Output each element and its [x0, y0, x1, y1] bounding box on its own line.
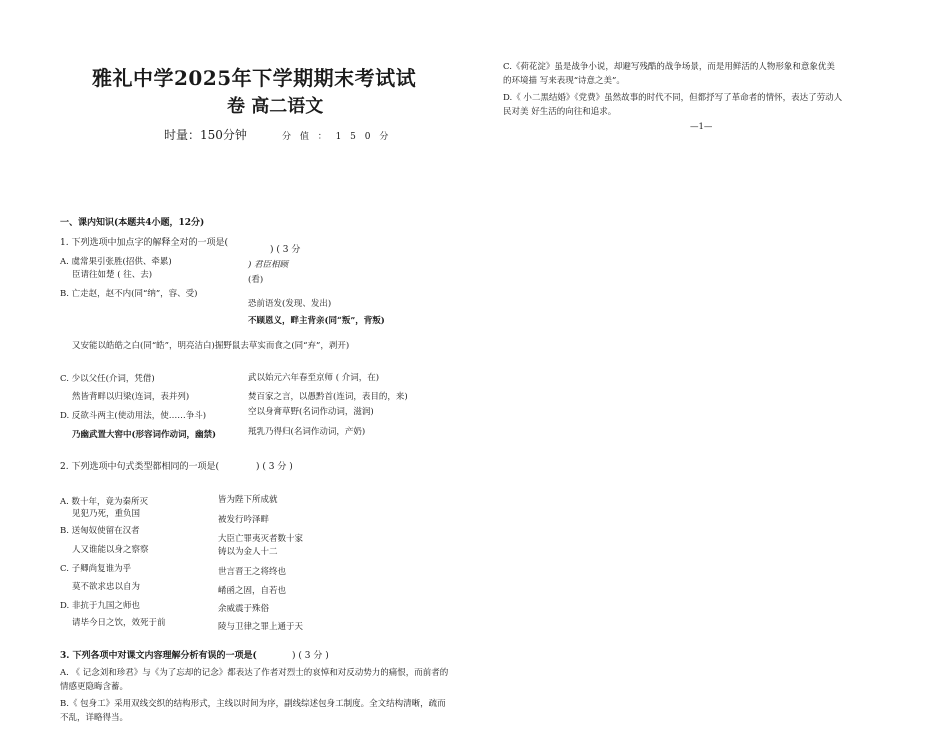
q1-option-b-line3: 又安能以皓皓之白(同“皓”，明亮洁白)掘野鼠去草实而食之(同“弃”，剥开): [72, 341, 350, 351]
q2-stem: 2. 下列选项中句式类型都相同的一项是(: [60, 462, 219, 472]
q2-option-c2: 莫不欲求忠以自为: [72, 582, 141, 592]
q3-stem: 3. 下列各项中对课文内容理解分析有误的一项是(: [60, 651, 257, 661]
q1-option-b-right2: 不顾恩义，畔主背亲(同“叛”，背叛): [248, 316, 385, 326]
q2-option-b1: B. 送匈奴使留在汉者: [60, 526, 140, 536]
q3-option-a: A. 《 记念刘和珍君》与《为了忘却的记念》都表达了作者对烈士的哀悼和对反动势力的痛恨，而前者的情感更隐晦含蓄。: [60, 668, 449, 692]
page-number: —1—: [690, 122, 713, 132]
exam-score: 分 值 ： 1 5 0 分: [282, 132, 392, 142]
q2-option-b4: 铸以为金人十二: [218, 547, 278, 557]
q3-option-b: B.《 包身工》采用双线交织的结构形式，主线以时间为序，副线综述包身工制度。全文结构清晰，疏而不乱，详略得当。: [60, 699, 446, 723]
q2-option-d3: 余威震于殊俗: [218, 604, 270, 614]
q3-option-d: D.《 小二黑结婚》《党费》虽然故事的时代不同，但都抒写了革命者的情怀，表达了劳动人民对美 好生活的向往和追求。: [503, 93, 843, 117]
q1-option-b-left: B. 亡走赵，赵不内(同“纳”，容、受): [60, 289, 198, 299]
q2-option-d4: 陵与卫律之罪上通于天: [218, 622, 304, 632]
q1-option-c-right: 武以始元六年春至京师 ( 介词，在): [248, 373, 380, 383]
q3-points: ) ( 3 分 ): [292, 651, 329, 661]
q3-option-c: C.《荷花淀》虽是战争小说，却避写残酷的战争场景，而是用鲜活的人物形象和意象优美的环境描 写来表现“诗意之美”。: [503, 62, 835, 86]
q1-option-a-left2: 臣请往如楚 ( 往、去): [72, 270, 153, 280]
q2-option-c4: 崤函之固，自若也: [218, 586, 287, 596]
q2-points: ) ( 3 分 ): [256, 462, 293, 472]
exam-title-line1: 雅礼中学2025年下学期期末考试试: [92, 66, 417, 90]
q1-option-a-left1: A. 虞常果引张胜(招供、牵累): [60, 257, 172, 267]
q2-option-a2: 见犯乃死，重负国: [72, 509, 141, 519]
q1-option-a-right2: (看): [248, 275, 264, 285]
q1-stem: 1. 下列选项中加点字的解释全对的一项是(: [60, 238, 228, 248]
q1-option-b-right1: 恐前语发(发现、发出): [248, 299, 332, 309]
q1-option-d-right2: 羝乳乃得归(名词作动词，产奶): [248, 427, 366, 437]
q2-option-d2: 请毕今日之饮，效死于前: [72, 618, 166, 628]
q1-option-d-left1: D. 反欲斗两主(使动用法，使……争斗): [60, 411, 207, 421]
q1-option-c-right2: 焚百家之言，以愚黔首(连词，表目的，来): [248, 392, 408, 402]
q1-option-d-right1: 空以身膏草野(名词作动词，滋润): [248, 407, 374, 417]
q1-points: ) ( 3 分: [270, 245, 301, 255]
q1-option-c-left2: 然皆背畔以归梁(连词，表并列): [72, 392, 190, 402]
exam-title-line2: 卷 高二语文: [227, 96, 324, 117]
exam-time: 时量：150分钟: [164, 128, 247, 142]
q1-option-d-left2: 乃幽武置大窖中(形容词作动词，幽禁): [72, 430, 217, 440]
q2-option-a1: A. 数十年，竟为秦所灭: [60, 497, 149, 507]
q1-option-a-right1: ) 君臣相顾: [248, 260, 289, 270]
q2-option-b2: 人又谁能以身之察察: [72, 545, 149, 555]
section-heading: 一、课内知识(本题共4小题，12分): [60, 218, 205, 228]
q2-option-c3: 世言晋王之将终也: [218, 567, 287, 577]
q2-option-b3: 大臣亡罪夷灭者数十家: [218, 534, 304, 544]
q2-option-c1: C. 子卿尚复谁为乎: [60, 564, 132, 574]
q2-option-d1: D. 非抗于九国之师也: [60, 601, 140, 611]
q2-option-a4: 被发行吟泽畔: [218, 515, 270, 525]
q1-option-c-left: C. 少以父任(介词，凭借): [60, 374, 155, 384]
q2-option-a3: 皆为陛下所成就: [218, 495, 278, 505]
